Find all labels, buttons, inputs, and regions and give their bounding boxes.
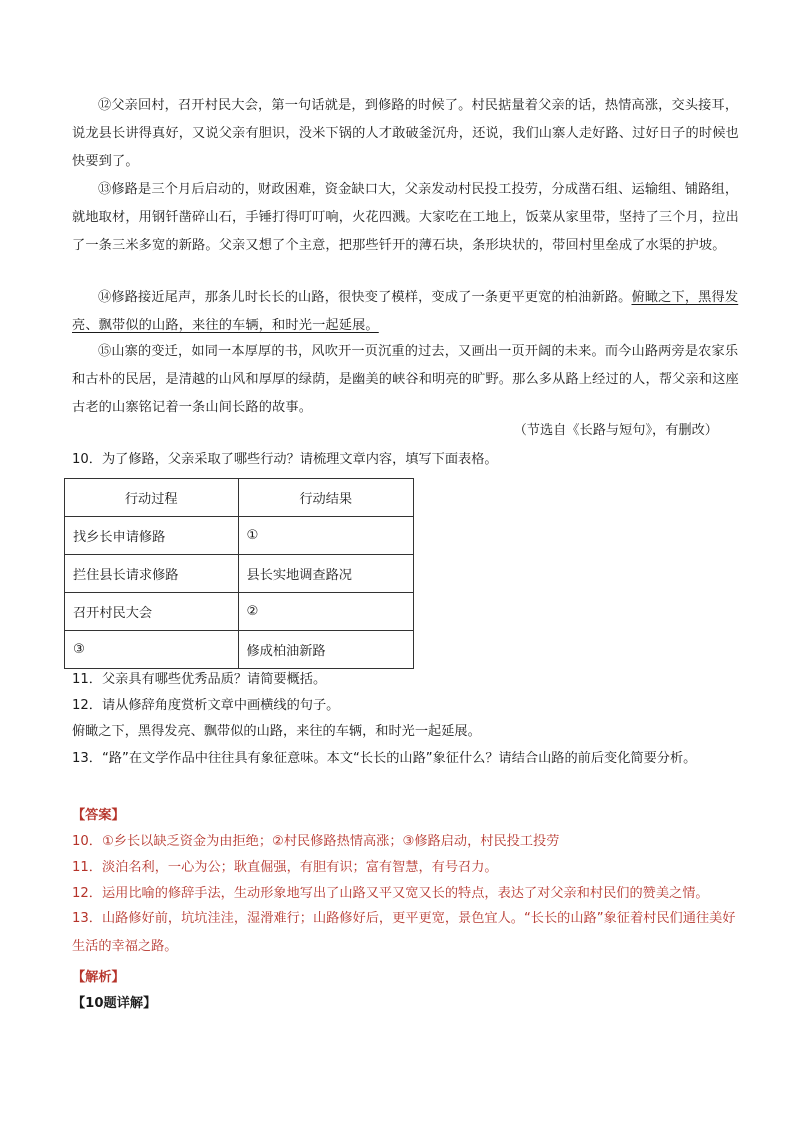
table-header-cell: 行动结果 — [238, 479, 414, 517]
table-row — [65, 631, 414, 669]
question-10: 10．为了修路，父亲采取了哪些行动？请梳理文章内容，填写下面表格。 — [72, 452, 498, 467]
paragraph-12: ⑫父亲回村，召开村民大会，第一句话就是，到修路的时候了。村民掂量着父亲的话，热情高涨，交头接耳，说龙县长讲得真好，又说父亲有胆识，没米下锅的人才敢破釜沉舟，还说，我们山寨人走好路、过好日子的时候也快要到了。 — [72, 98, 739, 169]
answer-11: 11．淡泊名利，一心为公；耿直倔强，有胆有识；富有智慧，有号召力。 — [72, 860, 498, 875]
paragraph-13: ⑬修路是三个月后启动的，财政困难，资金缺口大，父亲发动村民投工投劳，分成凿石组、运输组、铺路组，就地取材，用钢钎凿碎山石，手锤打得叮叮响，火花四溅。大家吃在工地上，饭菜从家里带，坚持了三个月，拉出了一条三米多宽的新路。父亲又想了个主意，把那些钎开的薄石块，条形块状的，带回村里垒成了水渠的护坡。 — [72, 182, 739, 253]
action-table — [64, 478, 414, 669]
table-cell: 找乡长申请修路 — [65, 517, 239, 555]
answer-13: 13．山路修好前，坑坑洼洼，湿滑难行；山路修好后，更平更宽，景色宜人。“长长的山路”象征着村民们通往美好生活的幸福之路。 — [72, 911, 736, 954]
answer-10: 10．①乡长以缺乏资金为由拒绝；②村民修路热情高涨；③修路启动，村民投工投劳 — [72, 834, 560, 849]
question-12: 12．请从修辞角度赏析文章中画横线的句子。 — [72, 698, 340, 713]
question-13: 13．“路”在文学作品中往往具有象征意味。本文“长长的山路”象征什么？请结合山路的前后变化简要分析。 — [72, 751, 697, 766]
table-row — [65, 593, 414, 631]
table-header-cell: 行动过程 — [65, 479, 239, 517]
paragraph-14-text: ⑭修路接近尾声，那条儿时长长的山路，很快变了模样，变成了一条更平更宽的柏油新路。 — [98, 290, 632, 305]
table-cell: ② — [238, 593, 414, 631]
answer-label: 【答案】 — [72, 808, 125, 823]
table-cell: ③ — [65, 631, 239, 669]
question-12-sentence: 俯瞰之下，黑得发亮、飘带似的山路，来往的车辆，和时光一起延展。 — [72, 724, 481, 739]
table-row — [65, 517, 414, 555]
table-cell: 拦住县长请求修路 — [65, 555, 239, 593]
analysis-label: 【解析】 — [72, 970, 125, 985]
table-cell: ① — [238, 517, 414, 555]
table-header-row — [65, 479, 414, 517]
question-10-detail-label: 【10题详解】 — [72, 996, 157, 1011]
table-cell: 修成柏油新路 — [238, 631, 414, 669]
answer-12: 12．运用比喻的修辞手法，生动形象地写出了山路又平又宽又长的特点，表达了对父亲和村民们的赞美之情。 — [72, 886, 709, 901]
table-cell: 县长实地调查路况 — [238, 555, 414, 593]
table-cell: 召开村民大会 — [65, 593, 239, 631]
table-row — [65, 555, 414, 593]
question-11: 11．父亲具有哪些优秀品质？请简要概括。 — [72, 672, 327, 687]
paragraph-15: ⑮山寨的变迁，如同一本厚厚的书，风吹开一页沉重的过去，又画出一页开阔的未来。而今山路两旁是农家乐和古朴的民居，是清越的山风和厚厚的绿荫，是幽美的峡谷和明亮的旷野。那么多从路上经过的人，帮父亲和这座古老的山寨铭记着一条山间长路的故事。 — [72, 344, 739, 415]
source-citation: （节选自《长路与短句》，有删改） — [513, 423, 718, 438]
underlined-sentence: 俯瞰之下，黑得发亮、飘带似的山路，来往的车辆，和时光一起延展。 — [72, 290, 739, 333]
paragraph-14 — [72, 284, 740, 340]
